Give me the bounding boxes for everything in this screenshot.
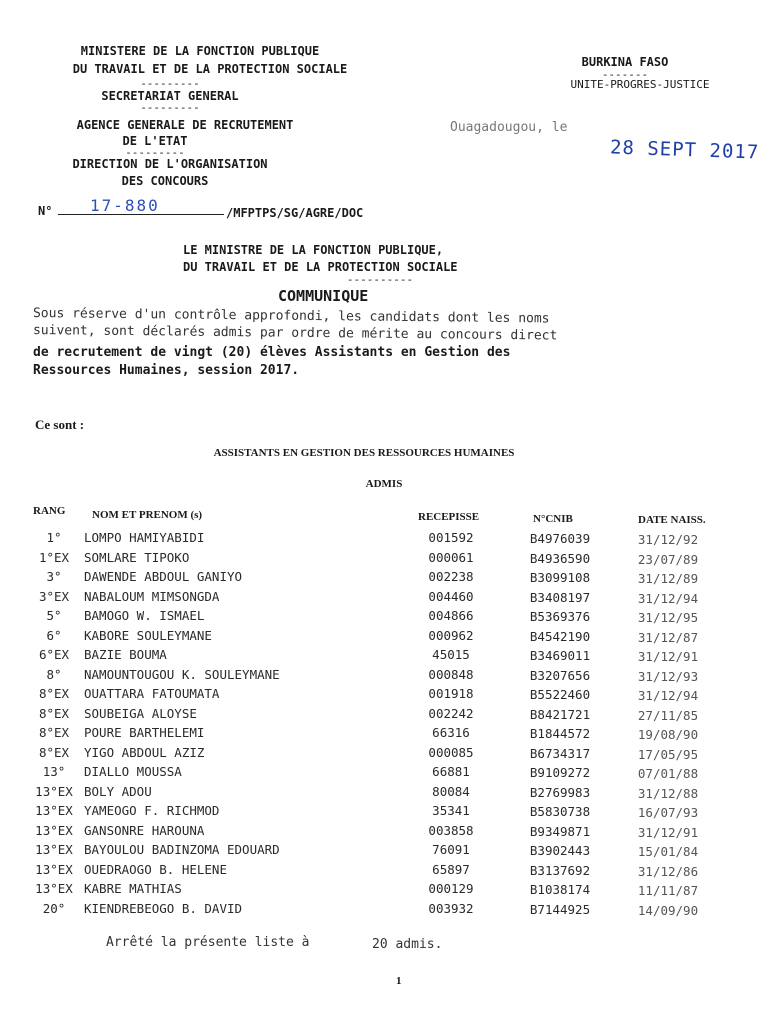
row-name: KABORE SOULEYMANE [84, 627, 212, 643]
row-rang: 1° [46, 530, 62, 545]
row-date: 31/12/91 [637, 824, 699, 840]
agency-line2: DE L'ETAT [122, 134, 188, 148]
page-number: 1 [396, 975, 402, 987]
separator: ---------- [346, 273, 414, 286]
row-date: 31/12/86 [637, 863, 699, 879]
row-rang: 8°EX [38, 744, 70, 760]
row-rang: 6° [46, 627, 62, 643]
communique-line4: Ressources Humaines, session 2017. [33, 363, 300, 378]
row-cnib: B5522460 [529, 687, 591, 703]
col-header-rang: RANG [33, 505, 66, 517]
col-header-cnib: N°CNIB [533, 513, 573, 525]
row-cnib: B4542190 [529, 628, 591, 644]
col-header-nom: NOM ET PRENOM (s) [92, 509, 203, 521]
reference-number: 17-880 [90, 196, 160, 215]
row-date: 31/12/94 [637, 590, 699, 606]
reference-prefix: N° [38, 204, 53, 218]
row-recepisse: 001592 [428, 530, 474, 546]
row-cnib: B4976039 [529, 531, 591, 547]
separator: --------- [140, 101, 200, 114]
row-cnib: B8421721 [529, 706, 591, 722]
row-name: KIENDREBEOGO B. DAVID [84, 900, 243, 916]
date-stamp: 28 SEPT 2017 [609, 136, 760, 164]
row-cnib: B9349871 [529, 823, 591, 839]
row-name: BAYOULOU BADINZOMA EDOUARD [84, 842, 280, 857]
row-date: 19/08/90 [637, 727, 699, 743]
row-name: BAMOGO W. ISMAEL [84, 608, 205, 623]
row-recepisse: 000061 [428, 549, 474, 565]
row-date: 16/07/93 [637, 805, 699, 821]
communique-line3: de recrutement de vingt (20) élèves Assistants en Gestion des [33, 345, 511, 360]
row-cnib: B7144925 [529, 901, 591, 917]
row-name: YIGO ABDOUL AZIZ [84, 744, 205, 760]
row-cnib: B4936590 [529, 550, 591, 566]
row-recepisse: 76091 [432, 842, 470, 858]
row-name: KABRE MATHIAS [84, 881, 182, 896]
row-rang: 8°EX [38, 725, 70, 740]
row-name: SOMLARE TIPOKO [84, 549, 190, 565]
row-recepisse: 45015 [432, 647, 470, 663]
row-cnib: B3137692 [529, 862, 591, 878]
row-date: 31/12/94 [637, 688, 699, 704]
section-title: ASSISTANTS EN GESTION DES RESSOURCES HUMAINES [213, 447, 515, 459]
col-header-date: DATE NAISS. [638, 514, 706, 526]
row-name: BAZIE BOUMA [84, 647, 167, 662]
row-rang: 8°EX [38, 686, 70, 701]
communique-title: COMMUNIQUE [278, 287, 369, 305]
row-date: 31/12/95 [637, 610, 699, 626]
row-rang: 13°EX [35, 861, 73, 877]
row-rang: 20° [42, 900, 66, 916]
row-date: 11/11/87 [637, 883, 699, 899]
row-cnib: B9109272 [529, 765, 591, 781]
row-recepisse: 004866 [428, 608, 474, 624]
separator: --------- [125, 146, 185, 159]
ce-sont-label: Ce sont : [35, 417, 85, 432]
row-name: BOLY ADOU [84, 783, 152, 799]
ministry-line1: MINISTERE DE LA FONCTION PUBLIQUE [80, 44, 320, 58]
row-name: DIALLO MOUSSA [84, 764, 182, 779]
row-cnib: B3902443 [529, 843, 591, 859]
row-recepisse: 000848 [428, 666, 474, 682]
admis-label: ADMIS [365, 478, 403, 490]
row-recepisse: 80084 [432, 783, 470, 799]
row-rang: 13°EX [35, 803, 73, 818]
reference-suffix: /MFPTPS/SG/AGRE/DOC [226, 206, 364, 220]
row-recepisse: 004460 [428, 588, 474, 604]
row-date: 31/12/91 [637, 649, 699, 665]
row-recepisse: 000129 [428, 881, 474, 897]
minister-line2: DU TRAVAIL ET DE LA PROTECTION SOCIALE [183, 260, 458, 274]
row-recepisse: 65897 [432, 861, 470, 877]
row-name: YAMEOGO F. RICHMOD [84, 803, 220, 818]
row-recepisse: 000962 [428, 627, 474, 643]
agency-line1: AGENCE GENERALE DE RECRUTEMENT [76, 118, 294, 132]
row-rang: 3° [46, 569, 62, 584]
row-recepisse: 003932 [428, 900, 474, 916]
row-cnib: B1844572 [529, 726, 591, 742]
row-cnib: B5369376 [529, 609, 591, 625]
place-date-label: Ouagadougou, le [450, 120, 568, 135]
row-cnib: B3408197 [529, 589, 591, 605]
row-date: 23/07/89 [637, 551, 699, 567]
row-rang: 13°EX [35, 783, 73, 799]
row-date: 31/12/87 [637, 629, 699, 645]
row-rang: 13°EX [35, 881, 73, 896]
country-name: BURKINA FASO [581, 55, 669, 69]
communique-line2: suivent, sont déclarés admis par ordre de mérite au concours direct [32, 323, 558, 344]
row-rang: 13° [42, 764, 66, 779]
row-cnib: B6734317 [529, 745, 591, 761]
row-date: 31/12/89 [637, 571, 699, 587]
row-rang: 8° [46, 666, 62, 682]
row-rang: 3°EX [38, 588, 70, 604]
row-name: OUATTARA FATOUMATA [84, 686, 220, 701]
row-date: 31/12/88 [637, 785, 699, 801]
ministry-line2: DU TRAVAIL ET DE LA PROTECTION SOCIALE [72, 62, 348, 76]
row-date: 31/12/93 [637, 668, 699, 684]
communique-line1: Sous réserve d'un contrôle approfondi, les candidats dont les noms [32, 306, 550, 327]
row-recepisse: 66881 [432, 764, 470, 780]
minister-line1: LE MINISTRE DE LA FONCTION PUBLIQUE, [183, 243, 444, 257]
row-date: 15/01/84 [637, 844, 699, 860]
row-name: DAWENDE ABDOUL GANIYO [84, 569, 243, 584]
secretariat-label: SECRETARIAT GENERAL [101, 89, 239, 103]
row-recepisse: 35341 [432, 803, 470, 819]
row-name: POURE BARTHELEMI [84, 725, 205, 740]
separator: --------- [140, 77, 200, 90]
direction-line1: DIRECTION DE L'ORGANISATION [72, 157, 268, 171]
row-date: 14/09/90 [637, 902, 699, 918]
row-cnib: B5830738 [529, 804, 591, 820]
row-date: 27/11/85 [637, 707, 699, 723]
row-cnib: B3207656 [529, 667, 591, 683]
row-name: NABALOUM MIMSONGDA [84, 588, 220, 604]
separator: ------- [601, 68, 649, 81]
row-date: 17/05/95 [637, 746, 699, 762]
row-recepisse: 002238 [428, 569, 474, 585]
row-rang: 5° [46, 608, 62, 623]
row-name: NAMOUNTOUGOU K. SOULEYMANE [84, 666, 280, 682]
row-cnib: B2769983 [529, 784, 591, 800]
row-name: LOMPO HAMIYABIDI [84, 530, 205, 545]
row-rang: 13°EX [35, 842, 73, 857]
row-cnib: B3469011 [529, 648, 591, 664]
motto: UNITE-PROGRES-JUSTICE [570, 78, 710, 91]
row-rang: 1°EX [38, 549, 70, 565]
direction-line2: DES CONCOURS [121, 174, 209, 188]
col-header-recepisse: RECEPISSE [418, 511, 480, 523]
row-recepisse: 002242 [428, 705, 474, 721]
row-rang: 8°EX [38, 705, 70, 721]
row-rang: 13°EX [35, 822, 73, 838]
row-recepisse: 001918 [428, 686, 474, 702]
row-date: 31/12/92 [637, 532, 699, 548]
admis-count: 20 admis. [372, 937, 443, 952]
row-cnib: B1038174 [529, 882, 591, 898]
row-recepisse: 000085 [428, 744, 474, 760]
row-name: SOUBEIGA ALOYSE [84, 705, 197, 721]
row-name: OUEDRAOGO B. HELENE [84, 861, 227, 877]
row-date: 07/01/88 [637, 766, 699, 782]
row-rang: 6°EX [38, 647, 70, 662]
row-recepisse: 66316 [432, 725, 470, 741]
closing-statement: Arrêté la présente liste à [106, 935, 310, 950]
row-cnib: B3099108 [529, 570, 591, 586]
row-recepisse: 003858 [428, 822, 474, 838]
row-name: GANSONRE HAROUNA [84, 822, 205, 838]
